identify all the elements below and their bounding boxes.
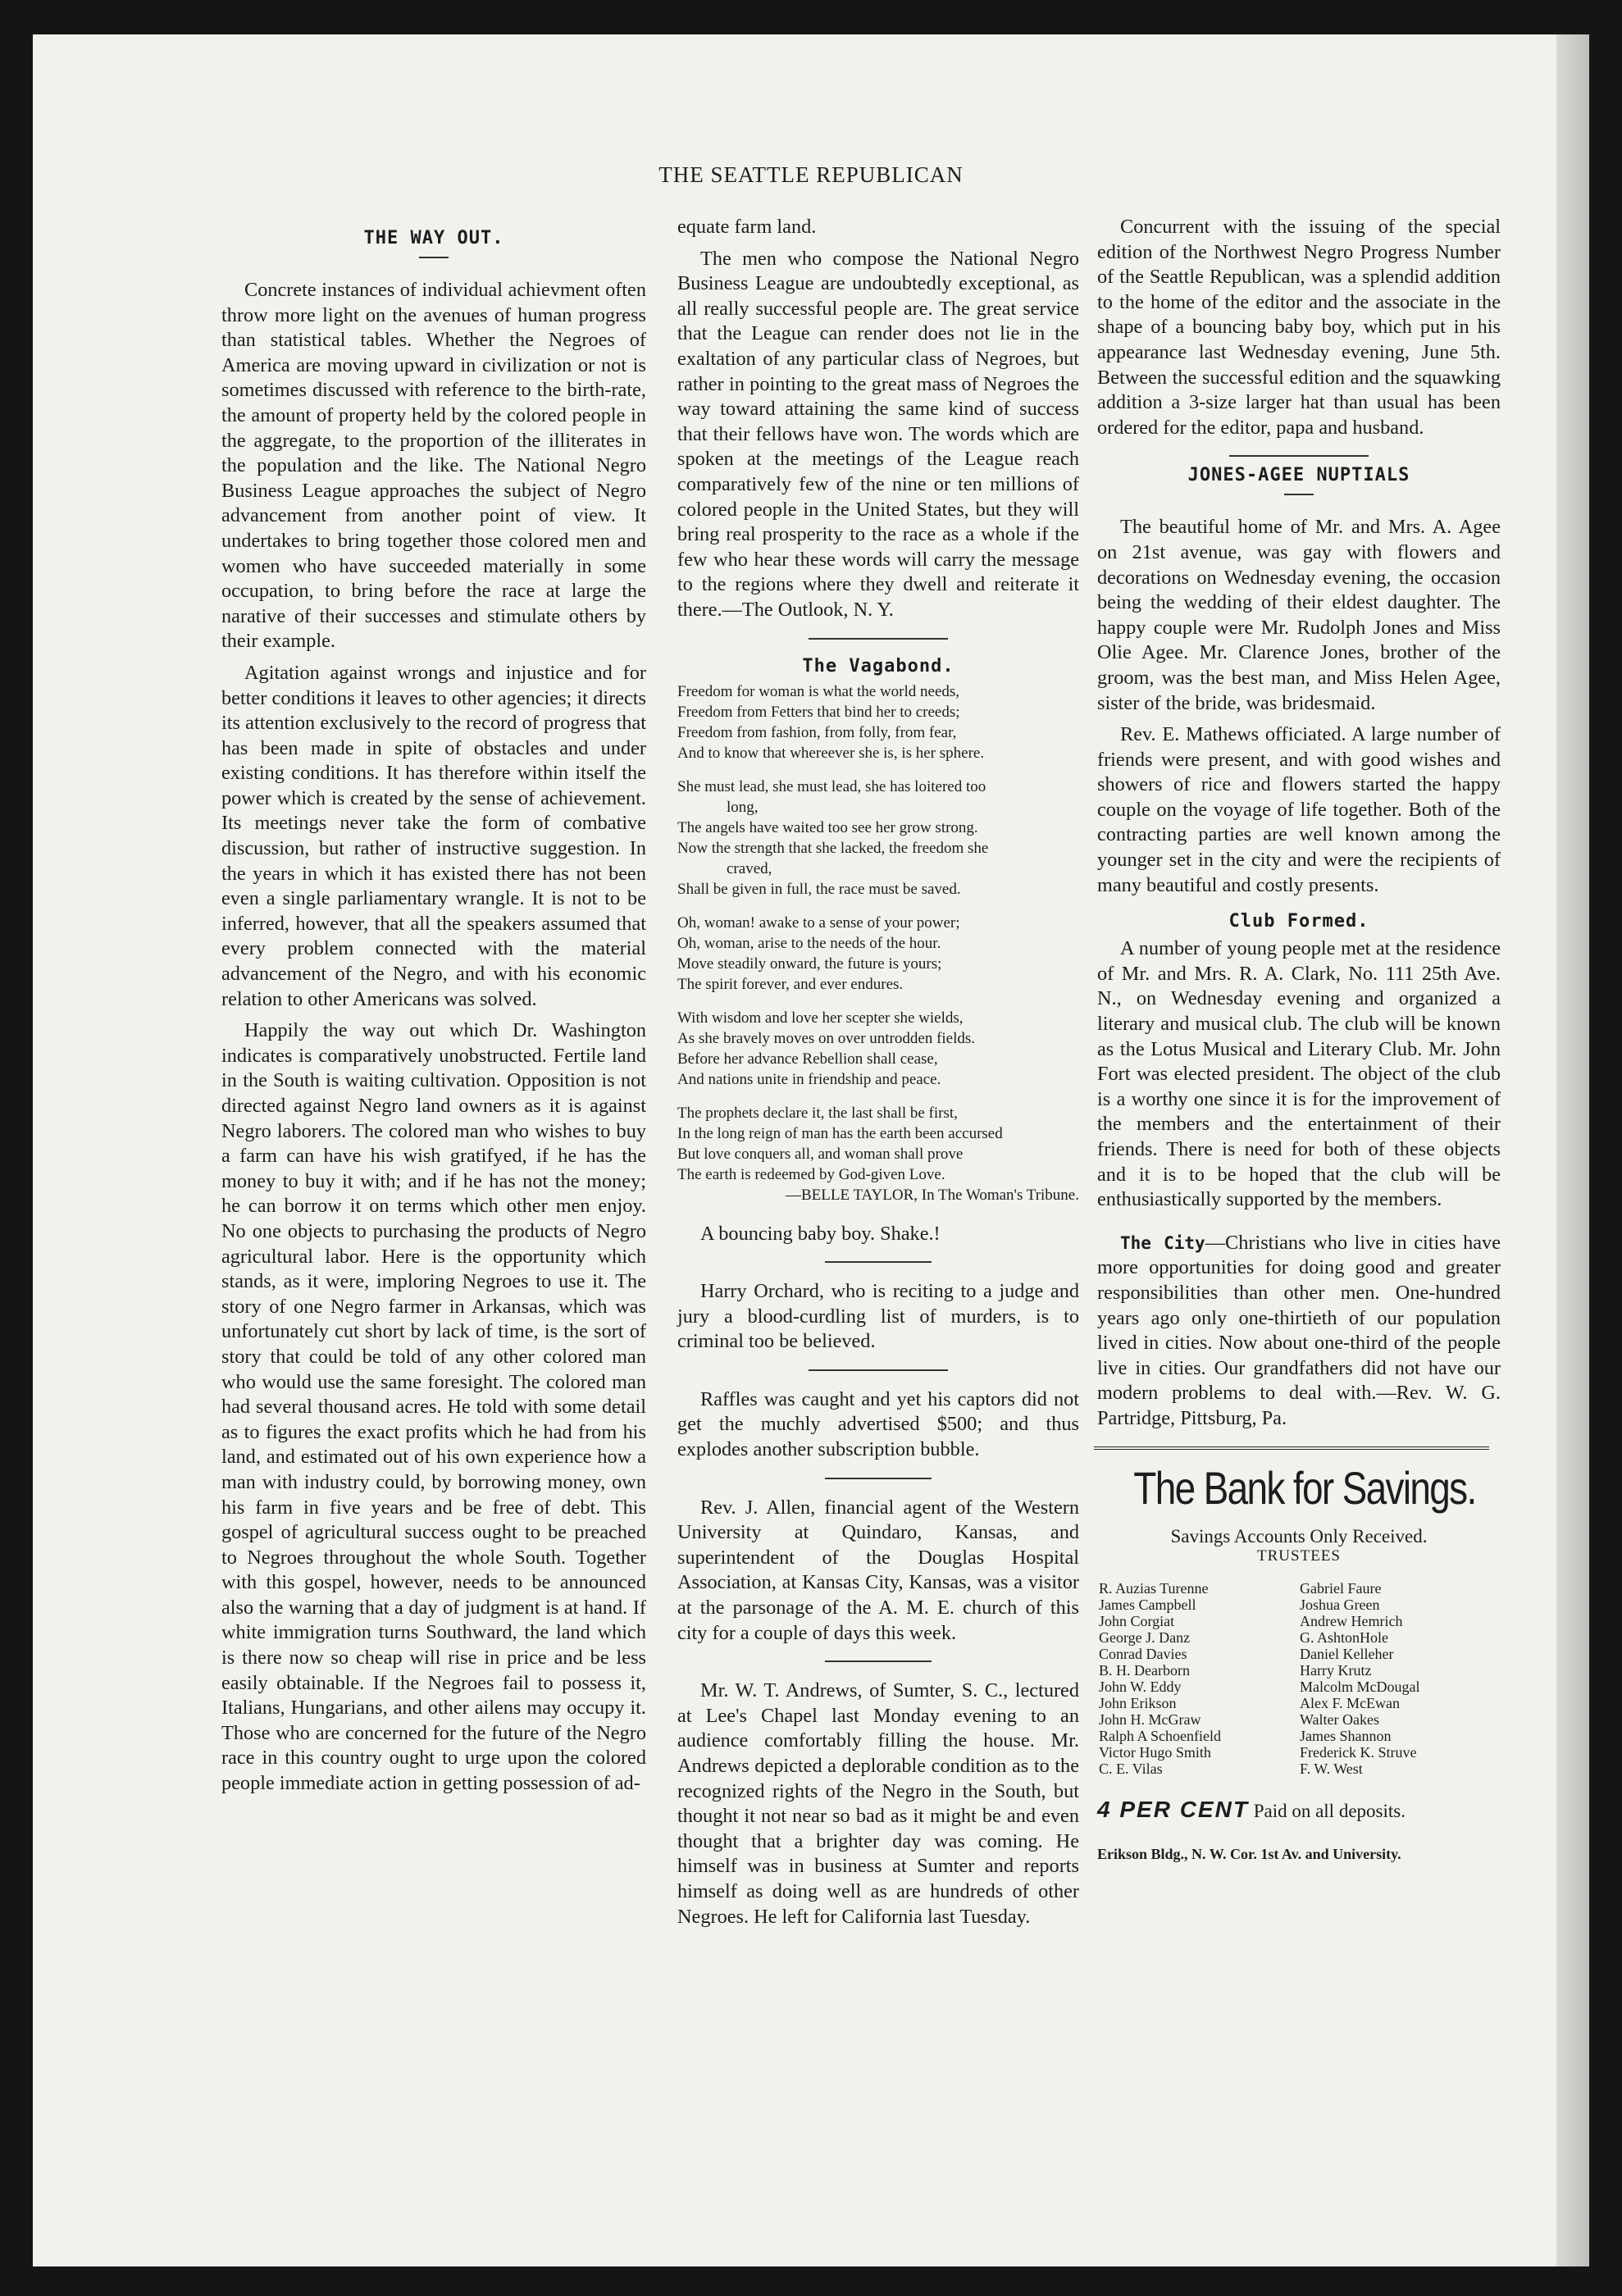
trustee-name: Alex F. McEwan xyxy=(1300,1694,1401,1711)
divider xyxy=(419,257,449,258)
article-continuation: equate farm land. xyxy=(677,216,817,238)
news-item-city xyxy=(1097,1231,1501,1432)
poem-line: craved, xyxy=(727,859,772,877)
trustee-name: John Corgiat xyxy=(1099,1612,1175,1629)
trustee-name: Conrad Davies xyxy=(1099,1645,1187,1662)
article-title-way-out: THE WAY OUT. xyxy=(363,228,504,248)
column-1 xyxy=(221,215,646,1803)
divider xyxy=(1229,455,1369,457)
trustee-name: F. W. West xyxy=(1300,1760,1363,1777)
trustee-name: B. H. Dearborn xyxy=(1099,1661,1190,1679)
poem-stanza xyxy=(677,1008,1079,1090)
poem-line: She must lead, she must lead, she has loitered too xyxy=(677,777,986,795)
trustee-name: George J. Danz xyxy=(1099,1629,1191,1646)
poem-title: The Vagabond. xyxy=(802,655,955,676)
divider xyxy=(825,1261,932,1263)
trustee-name: Gabriel Faure xyxy=(1300,1579,1382,1597)
column-3 xyxy=(1068,215,1501,1863)
trustee-name: Harry Krutz xyxy=(1300,1661,1372,1679)
trustee-name: John H. McGraw xyxy=(1099,1711,1201,1728)
article-paragraph: Happily the way out which Dr. Washington indicates is comparatively unobstructed. Fertile land in the South is waiting cultivation. Opposition is not directed against Negro land owners as it is against Negro laborers. The colored man who wishes to buy a farm can have his wish gratifyed, if he has the money to buy it with; and if he has not the money; he can borrow it on terms which other men enjoy. No one objects to purchasing the products of Negro agricultural labor. Here is the opportunity which stands, as it were, imploring Negroes to use it. The story of one Negro farmer in Arkansas, which was unfortunately cut short by lack of time, is the sort of story that could be told of any other colored man who would use the same foresight. The colored man had several thousand acres. He told with some detail as to figures the exact profits which he had from his land, and estimated out of his own experience how a man with industry could, by borrowing money, own his farm in five years and be free of debt. This gospel of agricultural success ought to be preached to Negroes throughout the whole South. Together with this gospel, however, needs to be announced also the warning that a day of judgment is at hand. If white immigration turns Southward, the land which is there now so cheap will rise in price and be less easily obtainable. If the Negroes fail to possess it, Italians, Hungarians, and other ailens may occupy it. Those who are concerned for the future of the Negro race in this country ought to urge upon the colored people immediate action in getting possession of ad- xyxy=(221,1019,646,1795)
page-spine-shadow xyxy=(1556,34,1589,2266)
trustee-name: John Erikson xyxy=(1099,1694,1177,1711)
poem-line: As she bravely moves on over untrodden fields. xyxy=(677,1029,976,1047)
poem-line: The angels have waited too see her grow strong. xyxy=(677,818,978,836)
city-body: —Christians who live in cities have more opportunities for doing good and greater responsibilities than other men. One-hundred years ago only one-thirtieth of our population lived in cities. Now about one-third of the people live in cities. Our grandfathers did not have our modern problems to deal with.—Rev. W. G. Partridge, Pittsburg, Pa. xyxy=(1097,1231,1501,1429)
news-item-baby: A bouncing baby boy. Shake.! xyxy=(700,1222,941,1245)
news-item-andrews: Mr. W. T. Andrews, of Sumter, S. C., lectured at Lee's Chapel last Monday evening to an audience comfortably filling the house. Mr. Andrews depicted a deplorable condition as to the recognized rights of the Negro in the South, but thought it not near so bad as it might be and even thought that a brighter day was coming. He himself was in business at Sumter and reports himself as doing well as are hundreds of other Negroes. He left for California last Tuesday. xyxy=(677,1679,1079,1928)
poem-line: And to know that whereever she is, is her sphere. xyxy=(677,744,985,762)
city-lead: The City xyxy=(1120,1232,1205,1253)
trustee-name: Walter Oakes xyxy=(1300,1711,1380,1728)
poem-line: Oh, woman, arise to the needs of the hour. xyxy=(677,934,941,952)
trustee-name: James Campbell xyxy=(1099,1596,1196,1613)
bank-address: Erikson Bldg., N. W. Cor. 1st Av. and University. xyxy=(1097,1845,1401,1862)
trustee-name: Malcolm McDougal xyxy=(1300,1678,1420,1695)
poem-line: Oh, woman! awake to a sense of your power; xyxy=(677,913,960,932)
trustee-name: Joshua Green xyxy=(1300,1596,1380,1613)
poem-line: Move steadily onward, the future is yours; xyxy=(677,954,942,973)
poem-line: The prophets declare it, the last shall be first, xyxy=(677,1104,958,1122)
trustee-name: Victor Hugo Smith xyxy=(1099,1743,1211,1761)
trustees-right xyxy=(1300,1580,1501,1777)
bank-interest-rate xyxy=(1097,1797,1501,1823)
article-paragraph: A number of young people met at the residence of Mr. and Mrs. R. A. Clark, No. 111 25th Ave. N., on Wednesday evening and organized a literary and musical club. The club will be known as the Lotus Musical and Literary Club. Mr. John Fort was elected president. The object of the club is a worthy one since it is for the improvement of the members and the entertainment of their friends. There is need for both of these objects and it is to be hoped that the club will be enthusiastically supported by the members. xyxy=(1097,937,1501,1211)
column-2 xyxy=(646,215,1079,1936)
rate-text: Paid on all deposits. xyxy=(1253,1800,1406,1821)
poem-line: But love conquers all, and woman shall prove xyxy=(677,1145,964,1163)
poem-stanza xyxy=(677,1103,1079,1185)
masthead: THE SEATTLE REPUBLICAN xyxy=(658,162,964,187)
article-paragraph: The men who compose the National Negro Business League are undoubtedly exceptional, as all really successful people are. The great service that the League can render does not lie in the exaltation of any particular class of Negroes, but rather in pointing to the great mass of Negroes the way toward attaining the same kind of success that their fellows have won. The words which are spoken at the meetings of the League reach comparatively few of the nine or ten millions of colored people in the United States, but they will bring real prosperity to the race as a whole if the few who hear these words will carry the message to the regions where they dwell and reiterate it there.—The Outlook, N. Y. xyxy=(677,247,1079,621)
trustee-name: Andrew Hemrich xyxy=(1300,1612,1403,1629)
article-paragraph: The beautiful home of Mr. and Mrs. A. Agee on 21st avenue, was gay with flowers and decorations on Wednesday evening, the occasion being the wedding of their eldest daughter. The happy couple were Mr. Rudolph Jones and Miss Olie Agee. Mr. Clarence Jones, brother of the groom, was the best man, and Miss Helen Agee, sister of the bride, was bridesmaid. xyxy=(1097,516,1501,714)
trustee-name: C. E. Vilas xyxy=(1099,1760,1163,1777)
news-item-allen: Rev. J. Allen, financial agent of the Western University at Quindaro, Kansas, and superintendent of the Douglas Hospital Association, at Kansas City, Kansas, was a visitor at the parsonage of the A. M. E. church of this city for a couple of days this week. xyxy=(677,1496,1079,1644)
poem-line: Shall be given in full, the race must be saved. xyxy=(677,880,961,898)
poem-stanza xyxy=(677,913,1079,995)
poem-line: Freedom for woman is what the world needs, xyxy=(677,682,960,700)
poem-line: With wisdom and love her scepter she wields, xyxy=(677,1009,964,1027)
article-title-nuptials: JONES-AGEE NUPTIALS xyxy=(1187,465,1410,486)
poem-stanza xyxy=(677,681,1079,763)
newspaper-page xyxy=(33,34,1589,2266)
bank-subtitle: Savings Accounts Only Received. xyxy=(1170,1525,1428,1547)
poem-line: Before her advance Rebellion shall cease, xyxy=(677,1050,938,1068)
article-title-club: Club Formed. xyxy=(1228,911,1369,932)
poem-line: In the long reign of man has the earth been accursed xyxy=(677,1124,1003,1142)
news-item-raffles: Raffles was caught and yet his captors did not get the muchly advertised $500; and thus explodes another subscription bubble. xyxy=(677,1387,1079,1461)
poem-line: The spirit forever, and ever endures. xyxy=(677,975,904,993)
poem-line: long, xyxy=(727,798,759,816)
trustees-list xyxy=(1097,1580,1501,1777)
double-rule xyxy=(1094,1446,1489,1450)
trustee-name: James Shannon xyxy=(1300,1727,1392,1744)
article-paragraph: Rev. E. Mathews officiated. A large number of friends were present, and with good wishes and showers of rice and flowers started the happy couple on the voyage of life together. Both of the contracting parties are well known among the younger set in the city and were the recipients of many beautiful and costly presents. xyxy=(1097,723,1501,896)
trustee-name: Daniel Kelleher xyxy=(1300,1645,1394,1662)
divider xyxy=(809,1369,948,1371)
divider xyxy=(825,1478,932,1479)
poem-line: Freedom from Fetters that bind her to creeds; xyxy=(677,703,960,721)
trustee-name: G. AshtonHole xyxy=(1300,1629,1388,1646)
news-item-orchard: Harry Orchard, who is reciting to a judge and jury a blood-curdling list of murders, is to criminal too be believed. xyxy=(677,1280,1079,1353)
poem xyxy=(677,681,1079,1205)
divider xyxy=(825,1660,932,1662)
trustees-left xyxy=(1097,1580,1300,1777)
trustee-name: Ralph A Schoenfield xyxy=(1099,1727,1221,1744)
poem-line: And nations unite in friendship and peace. xyxy=(677,1070,941,1088)
rate-emphasis: 4 PER CENT xyxy=(1097,1796,1249,1822)
divider xyxy=(809,638,948,640)
bank-title: The Bank for Savings. xyxy=(1133,1461,1476,1514)
trustee-name: R. Auzias Turenne xyxy=(1099,1579,1209,1597)
poem-credit: —BELLE TAYLOR, In The Woman's Tribune. xyxy=(785,1186,1079,1204)
poem-line: The earth is redeemed by God-given Love. xyxy=(677,1165,945,1183)
article-paragraph: Agitation against wrongs and injustice and for better conditions it leaves to other agencies; it directs its attention exclusively to the record of progress that has been made in spite of obstacles and under existing conditions. It has therefore within itself the power which is created by the sense of achievement. Its meetings never take the form of combative discussion, but rather of instructive suggestion. In the years in which it has existed there has not been even a single parliamentary wrangle. It is not to be inferred, however, that all the speakers assumed that every problem connected with the material advancement of the Negro, and with his economic relation to other Americans was solved. xyxy=(221,661,646,1010)
bank-trustees-label: TRUSTEES xyxy=(1257,1547,1341,1565)
trustee-name: Frederick K. Struve xyxy=(1300,1743,1417,1761)
trustee-name: John W. Eddy xyxy=(1099,1678,1182,1695)
poem-line: Now the strength that she lacked, the freedom she xyxy=(677,839,989,857)
article-paragraph: Concrete instances of individual achievment often throw more light on the avenues of human progress than statistical tables. Whether the Negroes of America are moving upward in civilization or not is sometimes discussed with reference to the birth-rate, the amount of property held by the colored people in the aggregate, to the proportion of the illiterates in the population and the like. The National Negro Business League approaches the subject of Negro advancement from another point of view. It undertakes to bring together those colored men and women who have succeeded materially in some occupation, to bring before the race at large the narative of their successes and stimulate others by their example. xyxy=(221,279,646,653)
poem-stanza xyxy=(677,777,1079,900)
bank-advertisement xyxy=(1097,1461,1501,1863)
divider xyxy=(1284,494,1314,495)
poem-line: Freedom from fashion, from folly, from fear, xyxy=(677,723,957,741)
news-item-edition: Concurrent with the issuing of the special edition of the Northwest Negro Progress Number of the Seattle Republican, was a splendid addition to the home of the editor and the associate in the shape of a bouncing baby boy, which put in his appearance last Wednesday evening, June 5th. Between the successful edition and the squawking addition a 3-size larger hat than usual has been ordered for the editor, papa and husband. xyxy=(1097,216,1501,439)
